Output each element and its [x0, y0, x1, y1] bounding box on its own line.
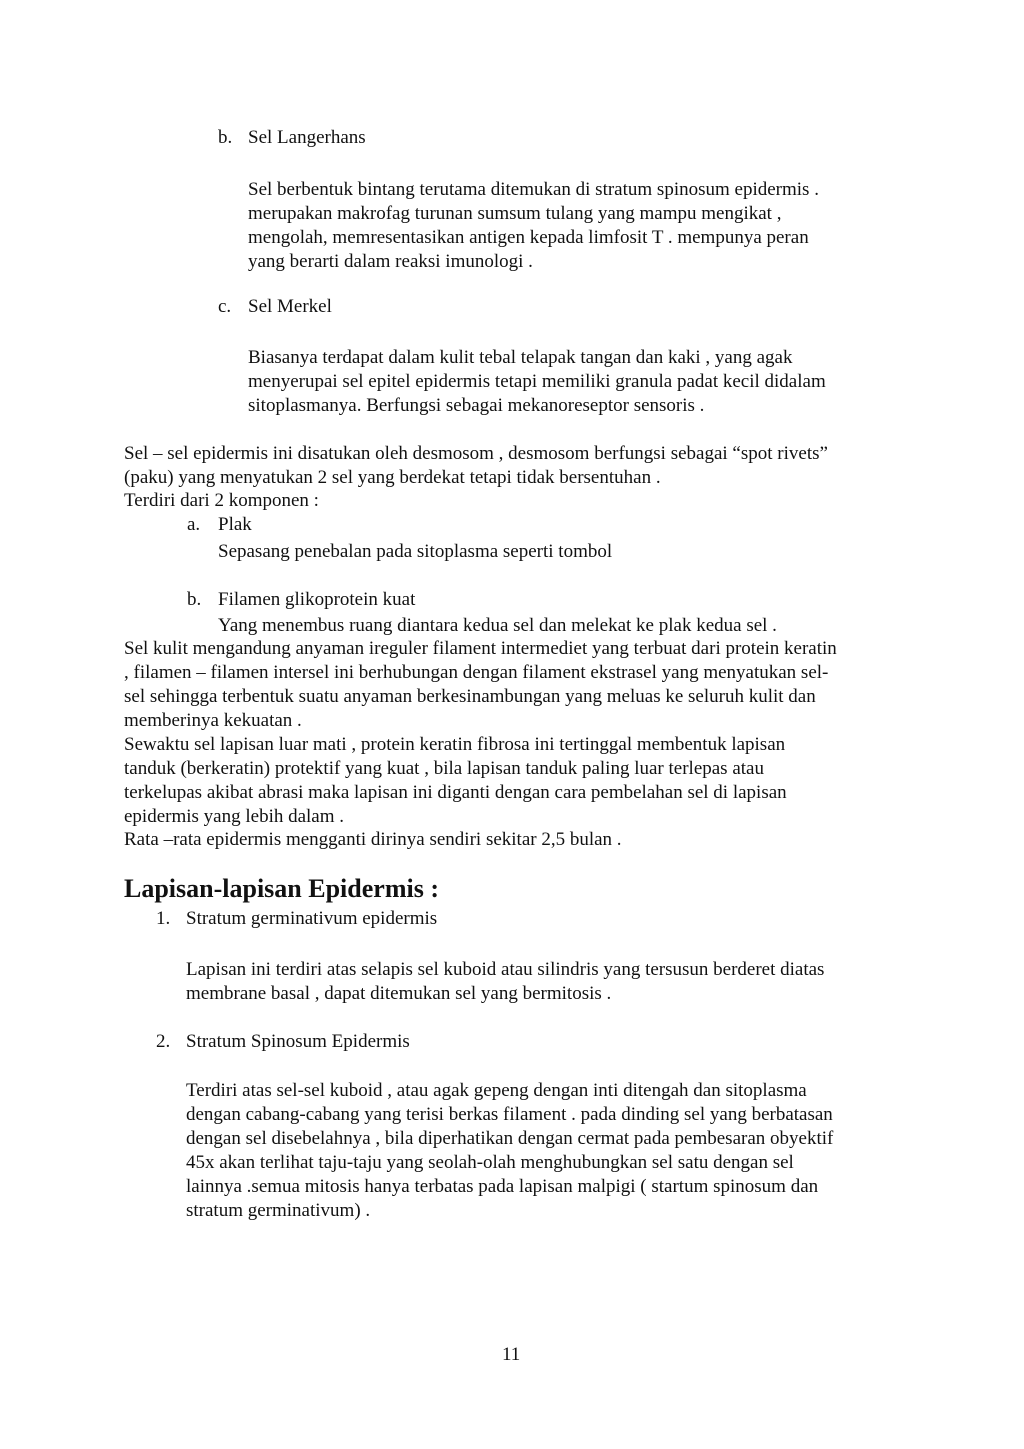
paragraph-line: dengan cabang-cabang yang terisi berkas filament . pada dinding sel yang berbatasan	[186, 1104, 833, 1125]
paragraph-line: Sel kulit mengandung anyaman ireguler filament intermediet yang terbuat dari protein keratin	[124, 638, 837, 659]
item-title-plak: Plak	[218, 514, 252, 535]
paragraph-line: dengan sel disebelahnya , bila diperhatikan dengan cermat pada pembesaran obyektif	[186, 1128, 834, 1149]
paragraph-line: Biasanya terdapat dalam kulit tebal telapak tangan dan kaki , yang agak	[248, 347, 793, 368]
paragraph-line: , filamen – filamen intersel ini berhubungan dengan filament ekstrasel yang menyatukan sel-	[124, 662, 829, 683]
paragraph-line: epidermis yang lebih dalam .	[124, 806, 345, 827]
paragraph-line: sitoplasmanya. Berfungsi sebagai mekanoreseptor sensoris .	[248, 395, 705, 416]
section-title-sel-langerhans: Sel Langerhans	[248, 127, 366, 148]
paragraph-line: merupakan makrofag turunan sumsum tulang yang mampu mengikat ,	[248, 203, 782, 224]
list-label-1: 1.	[156, 908, 171, 929]
paragraph-line: Lapisan ini terdiri atas selapis sel kuboid atau silindris yang tersusun berderet diatas	[186, 959, 825, 980]
section-title-sel-merkel: Sel Merkel	[248, 296, 332, 317]
list-label-a: a.	[187, 514, 201, 535]
list-label-b: b.	[187, 589, 202, 610]
paragraph-line: Sel – sel epidermis ini disatukan oleh desmosom , desmosom berfungsi sebagai “spot rivets”	[124, 443, 828, 464]
list-label-c: c.	[218, 296, 232, 317]
paragraph-line: lainnya .semua mitosis hanya terbatas pada lapisan malpigi ( startum spinosum dan	[186, 1176, 819, 1197]
paragraph-line: Terdiri atas sel-sel kuboid , atau agak gepeng dengan inti ditengah dan sitoplasma	[186, 1080, 807, 1101]
paragraph-line: terkelupas akibat abrasi maka lapisan ini diganti dengan cara pembelahan sel di lapisan	[124, 782, 787, 803]
paragraph-line: Rata –rata epidermis mengganti dirinya sendiri sekitar 2,5 bulan .	[124, 829, 622, 850]
paragraph-line: 45x akan terlihat taju-taju yang seolah-olah menghubungkan sel satu dengan sel	[186, 1152, 794, 1173]
section-heading: Lapisan-lapisan Epidermis :	[124, 874, 439, 903]
paragraph-line: (paku) yang menyatukan 2 sel yang berdekat tetapi tidak bersentuhan .	[124, 467, 661, 488]
paragraph-line: stratum germinativum) .	[186, 1200, 371, 1221]
paragraph-line: sel sehingga terbentuk suatu anyaman berkesinambungan yang meluas ke seluruh kulit dan	[124, 686, 816, 707]
paragraph-line: Sewaktu sel lapisan luar mati , protein keratin fibrosa ini tertinggal membentuk lapisan	[124, 734, 786, 755]
paragraph-line: Sel berbentuk bintang terutama ditemukan di stratum spinosum epidermis .	[248, 179, 819, 200]
paragraph-line: mengolah, memresentasikan antigen kepada limfosit T . mempunya peran	[248, 227, 809, 248]
item-text-plak: Sepasang penebalan pada sitoplasma seperti tombol	[218, 541, 613, 562]
paragraph-line: membrane basal , dapat ditemukan sel yang bermitosis .	[186, 983, 612, 1004]
page-number: 11	[502, 1344, 521, 1365]
paragraph-line: menyerupai sel epitel epidermis tetapi memiliki granula padat kecil didalam	[248, 371, 826, 392]
item-text-filamen: Yang menembus ruang diantara kedua sel dan melekat ke plak kedua sel .	[218, 615, 777, 636]
item-title-stratum-spinosum: Stratum Spinosum Epidermis	[186, 1031, 410, 1052]
item-title-stratum-germinativum: Stratum germinativum epidermis	[186, 908, 438, 929]
paragraph-line: memberinya kekuatan .	[124, 710, 302, 731]
paragraph-line: tanduk (berkeratin) protektif yang kuat , bila lapisan tanduk paling luar terlepas atau	[124, 758, 764, 779]
paragraph-line: Terdiri dari 2 komponen :	[124, 490, 319, 511]
item-title-filamen: Filamen glikoprotein kuat	[218, 589, 416, 610]
list-label-2: 2.	[156, 1031, 171, 1052]
list-label-b: b.	[218, 127, 233, 148]
paragraph-line: yang berarti dalam reaksi imunologi .	[248, 251, 533, 272]
